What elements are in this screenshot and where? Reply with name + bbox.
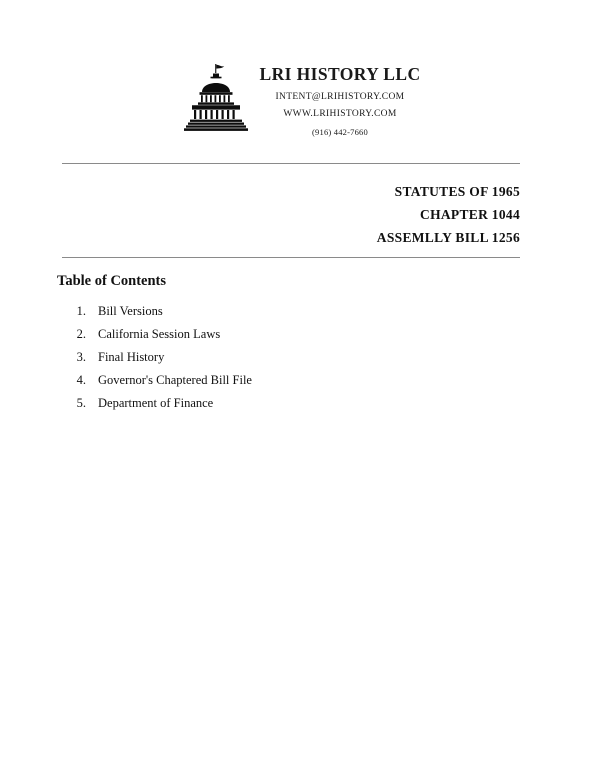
- letterhead-text: [260, 58, 421, 137]
- list-item-label: Bill Versions: [98, 304, 163, 318]
- page-title: Table of Contents: [57, 273, 167, 289]
- company-website: WWW.LRIHISTORY.COM: [283, 109, 397, 119]
- list-item-label: California Session Laws: [98, 327, 221, 341]
- statute-year: STATUTES OF 1965: [394, 184, 520, 199]
- divider-bottom: [62, 257, 520, 258]
- list-item[interactable]: [62, 328, 482, 341]
- list-item-number: 5.: [76, 396, 86, 410]
- list-item-number: 3.: [76, 350, 86, 364]
- company-phone: (916) 442-7660: [312, 127, 368, 137]
- list-item[interactable]: [62, 305, 482, 318]
- table-of-contents-list: [62, 305, 482, 420]
- capitol-dome-icon: [180, 62, 252, 136]
- list-item[interactable]: [62, 351, 482, 364]
- list-item-number: 2.: [76, 327, 86, 341]
- list-item[interactable]: [62, 374, 482, 387]
- statute-bill: ASSEMLLY BILL 1256: [376, 230, 520, 246]
- list-item-number: 4.: [76, 373, 86, 387]
- list-item-label: Department of Finance: [98, 396, 214, 410]
- list-item-label: Final History: [98, 350, 165, 364]
- company-email: INTENT@LRIHISTORY.COM: [275, 92, 405, 102]
- company-name: LRI HISTORY LLC: [259, 64, 421, 84]
- list-item[interactable]: [62, 397, 482, 410]
- list-item-number: 1.: [76, 304, 86, 318]
- statute-heading: [62, 180, 520, 250]
- divider-top: [62, 163, 520, 164]
- statute-chapter: CHAPTER 1044: [420, 207, 520, 223]
- list-item-label: Governor's Chaptered Bill File: [98, 373, 252, 387]
- letterhead: [0, 58, 600, 137]
